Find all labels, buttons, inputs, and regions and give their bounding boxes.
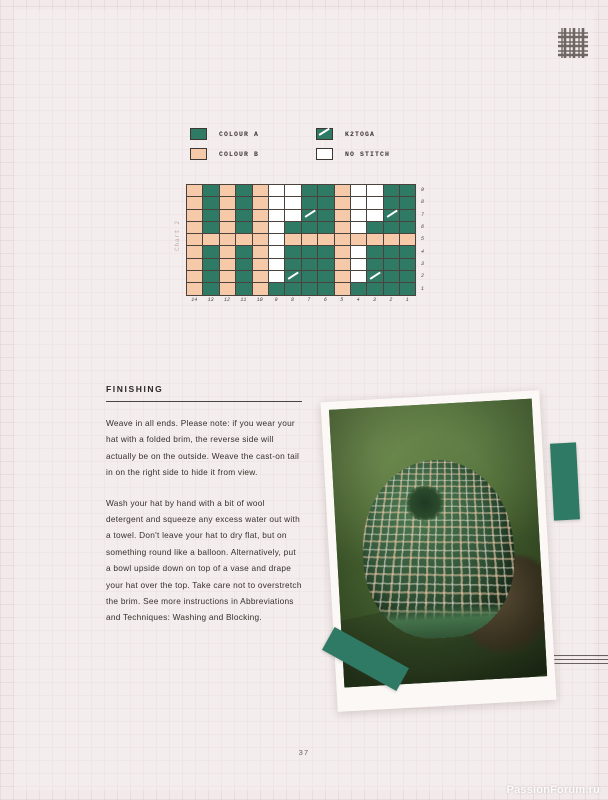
chart-cell (400, 185, 416, 197)
chart-cell (302, 185, 318, 197)
chart-cell (384, 246, 400, 258)
chart-row-number: 3 (421, 260, 425, 267)
chart-cell (318, 210, 334, 222)
chart-cell (220, 197, 236, 209)
chart-cell (187, 271, 203, 283)
chart-cell (203, 185, 219, 197)
legend-item-k2tog (316, 128, 375, 140)
chart-cell (318, 234, 334, 246)
chart-cell (302, 222, 318, 234)
chart-cell (203, 283, 219, 295)
chart-column-number: 13 (207, 297, 214, 303)
legend-label-colour-a: COLOUR A (219, 130, 260, 138)
finishing-divider (106, 401, 302, 402)
chart-row-numbers (421, 184, 424, 295)
legend-item-colour-b (190, 148, 259, 160)
chart-cell (384, 283, 400, 295)
chart-cell (187, 283, 203, 295)
chart-cell (203, 222, 219, 234)
chart-column-number: 3 (372, 297, 376, 303)
chart-cell (285, 222, 301, 234)
finishing-paragraph-2: Wash your hat by hand with a bit of wool detergent and squeeze any excess water out with a towel. Don't leave your hat to dry flat, but on something round like a balloon. Alternatively, put a bowl upside down on top of a vase and drape your hat over the top. Take care not to overstretch the brim. See more instructions in Abbreviations and Techniques: Washing and Blocking. (106, 497, 302, 623)
finishing-paragraph-1: Weave in all ends. Please note: if you wear your hat with a folded brim, the reverse side will actually be on the outside. Weave the cast-on tail in on the right side to hide it from view. (106, 418, 300, 478)
chart-cell (384, 210, 400, 222)
chart-column-number: 11 (240, 297, 247, 303)
chart-cell (253, 185, 269, 197)
chart-cell (253, 197, 269, 209)
chart-cell (187, 246, 203, 258)
chart-cell (285, 246, 301, 258)
chart-cell (302, 234, 318, 246)
chart-cell (236, 246, 252, 258)
chart-cell (253, 234, 269, 246)
page-number: 37 (298, 748, 310, 757)
chart-cell (236, 234, 252, 246)
chart-column-number: 4 (356, 297, 360, 303)
chart-cell (335, 283, 351, 295)
chart-cell (187, 222, 203, 234)
chart-row-number: 5 (421, 236, 425, 243)
chart-cell (302, 283, 318, 295)
chart-cell (236, 185, 252, 197)
chart-cell (367, 185, 383, 197)
chart-cell (269, 259, 285, 271)
legend-label-colour-b: COLOUR B (219, 150, 260, 158)
chart-cell (351, 210, 367, 222)
chart-cell (269, 222, 285, 234)
chart-cell (220, 210, 236, 222)
chart-cell (302, 271, 318, 283)
chart-cell (335, 259, 351, 271)
chart-cell (384, 197, 400, 209)
chart-cell (285, 283, 301, 295)
chart-cell (220, 271, 236, 283)
chart-cell (335, 185, 351, 197)
chart-cell (285, 234, 301, 246)
legend-swatch-k2tog (316, 128, 333, 140)
chart-column-number: 9 (274, 297, 278, 303)
chart-cell (351, 222, 367, 234)
plaid-grid-logo-icon (556, 26, 590, 60)
chart-cell (285, 210, 301, 222)
chart-cell (384, 222, 400, 234)
chart-cell (220, 185, 236, 197)
legend-swatch-colour-a (190, 128, 207, 140)
chart-cell (335, 246, 351, 258)
chart-cell (187, 234, 203, 246)
chart-cell (367, 246, 383, 258)
chart-cell (253, 283, 269, 295)
chart-cell (335, 197, 351, 209)
chart-cell (335, 234, 351, 246)
chart-cell (351, 259, 367, 271)
chart-cell (384, 271, 400, 283)
chart-column-number: 6 (323, 297, 327, 303)
chart-cell (220, 246, 236, 258)
chart-cell (302, 259, 318, 271)
chart-cell (236, 222, 252, 234)
chart-cell (318, 259, 334, 271)
chart-row-number: 9 (421, 187, 425, 194)
chart-cell (335, 210, 351, 222)
legend-label-no-stitch: NO STITCH (345, 150, 391, 158)
chart-cell (351, 246, 367, 258)
chart-cell (253, 246, 269, 258)
chart-cell (220, 234, 236, 246)
chart-cell (187, 197, 203, 209)
watermark: PassionForum.ru (506, 784, 600, 796)
chart-cell (253, 222, 269, 234)
chart-column-number: 5 (340, 297, 344, 303)
chart-cell (285, 185, 301, 197)
chart-cell (187, 259, 203, 271)
finishing-section (106, 384, 302, 640)
chart-cell (187, 210, 203, 222)
chart-cell (285, 271, 301, 283)
chart-cell (236, 210, 252, 222)
chart-cell (269, 185, 285, 197)
chart-cell (351, 283, 367, 295)
chart-column-number: 7 (307, 297, 311, 303)
chart-cell (367, 259, 383, 271)
chart-cell (351, 197, 367, 209)
chart-cell (236, 283, 252, 295)
chart-column-numbers (186, 297, 415, 303)
chart-row-number: 2 (421, 273, 425, 280)
chart-cell (367, 234, 383, 246)
chart-row-number: 4 (421, 248, 425, 255)
chart-column-number: 1 (405, 297, 409, 303)
chart-cell (384, 259, 400, 271)
chart-cell (236, 259, 252, 271)
chart-cell (253, 259, 269, 271)
stitch-chart (173, 184, 425, 303)
legend-swatch-colour-b (190, 148, 207, 160)
chart-cell (351, 185, 367, 197)
chart-cell (253, 210, 269, 222)
chart-cell (400, 271, 416, 283)
chart-column-number: 10 (256, 297, 263, 303)
chart-cell (367, 271, 383, 283)
chart-cell (318, 222, 334, 234)
chart-cell (400, 259, 416, 271)
chart-cell (269, 197, 285, 209)
chart-cell (236, 197, 252, 209)
chart-cell (203, 246, 219, 258)
chart-column-number: 14 (191, 297, 198, 303)
legend-item-no-stitch (316, 148, 390, 160)
chart-cell (335, 222, 351, 234)
chart-cell (367, 197, 383, 209)
chart-cell (367, 210, 383, 222)
chart-cell (335, 271, 351, 283)
chart-caption: Chart 2 (173, 220, 181, 251)
chart-row-number: 1 (421, 285, 425, 292)
chart-column-number: 2 (389, 297, 393, 303)
chart-cell (400, 234, 416, 246)
chart-cell (220, 222, 236, 234)
chart-cell (187, 185, 203, 197)
chart-grid (186, 184, 416, 296)
chart-row-number: 7 (421, 211, 425, 218)
chart-cell (203, 271, 219, 283)
chart-cell (351, 271, 367, 283)
chart-cell (400, 283, 416, 295)
chart-cell (285, 259, 301, 271)
chart-cell (318, 197, 334, 209)
chart-cell (269, 246, 285, 258)
chart-cell (203, 234, 219, 246)
chart-cell (285, 197, 301, 209)
chart-cell (253, 271, 269, 283)
legend-label-k2tog: K2TOGA (345, 130, 376, 138)
chart-column-number: 8 (291, 297, 295, 303)
chart-row-number: 8 (421, 199, 425, 206)
chart-cell (269, 210, 285, 222)
chart-cell (269, 234, 285, 246)
chart-legend (190, 128, 430, 168)
chart-cell (400, 210, 416, 222)
chart-cell (318, 246, 334, 258)
chart-cell (318, 271, 334, 283)
chart-cell (318, 283, 334, 295)
tape-strip-top-right (550, 442, 580, 520)
chart-cell (367, 283, 383, 295)
chart-cell (318, 185, 334, 197)
legend-swatch-no-stitch (316, 148, 333, 160)
legend-item-colour-a (190, 128, 259, 140)
finishing-heading: FINISHING (106, 384, 164, 394)
chart-row-number: 6 (421, 224, 425, 231)
chart-cell (203, 259, 219, 271)
chart-cell (384, 185, 400, 197)
chart-cell (236, 271, 252, 283)
chart-cell (302, 210, 318, 222)
chart-cell (269, 283, 285, 295)
chart-cell (400, 222, 416, 234)
chart-cell (367, 222, 383, 234)
chart-column-number: 12 (223, 297, 230, 303)
chart-cell (351, 234, 367, 246)
chart-cell (384, 234, 400, 246)
chart-cell (203, 197, 219, 209)
chart-cell (220, 259, 236, 271)
chart-cell (220, 283, 236, 295)
chart-cell (400, 246, 416, 258)
chart-cell (302, 246, 318, 258)
chart-cell (400, 197, 416, 209)
chart-cell (203, 210, 219, 222)
chart-cell (269, 271, 285, 283)
chart-cell (302, 197, 318, 209)
